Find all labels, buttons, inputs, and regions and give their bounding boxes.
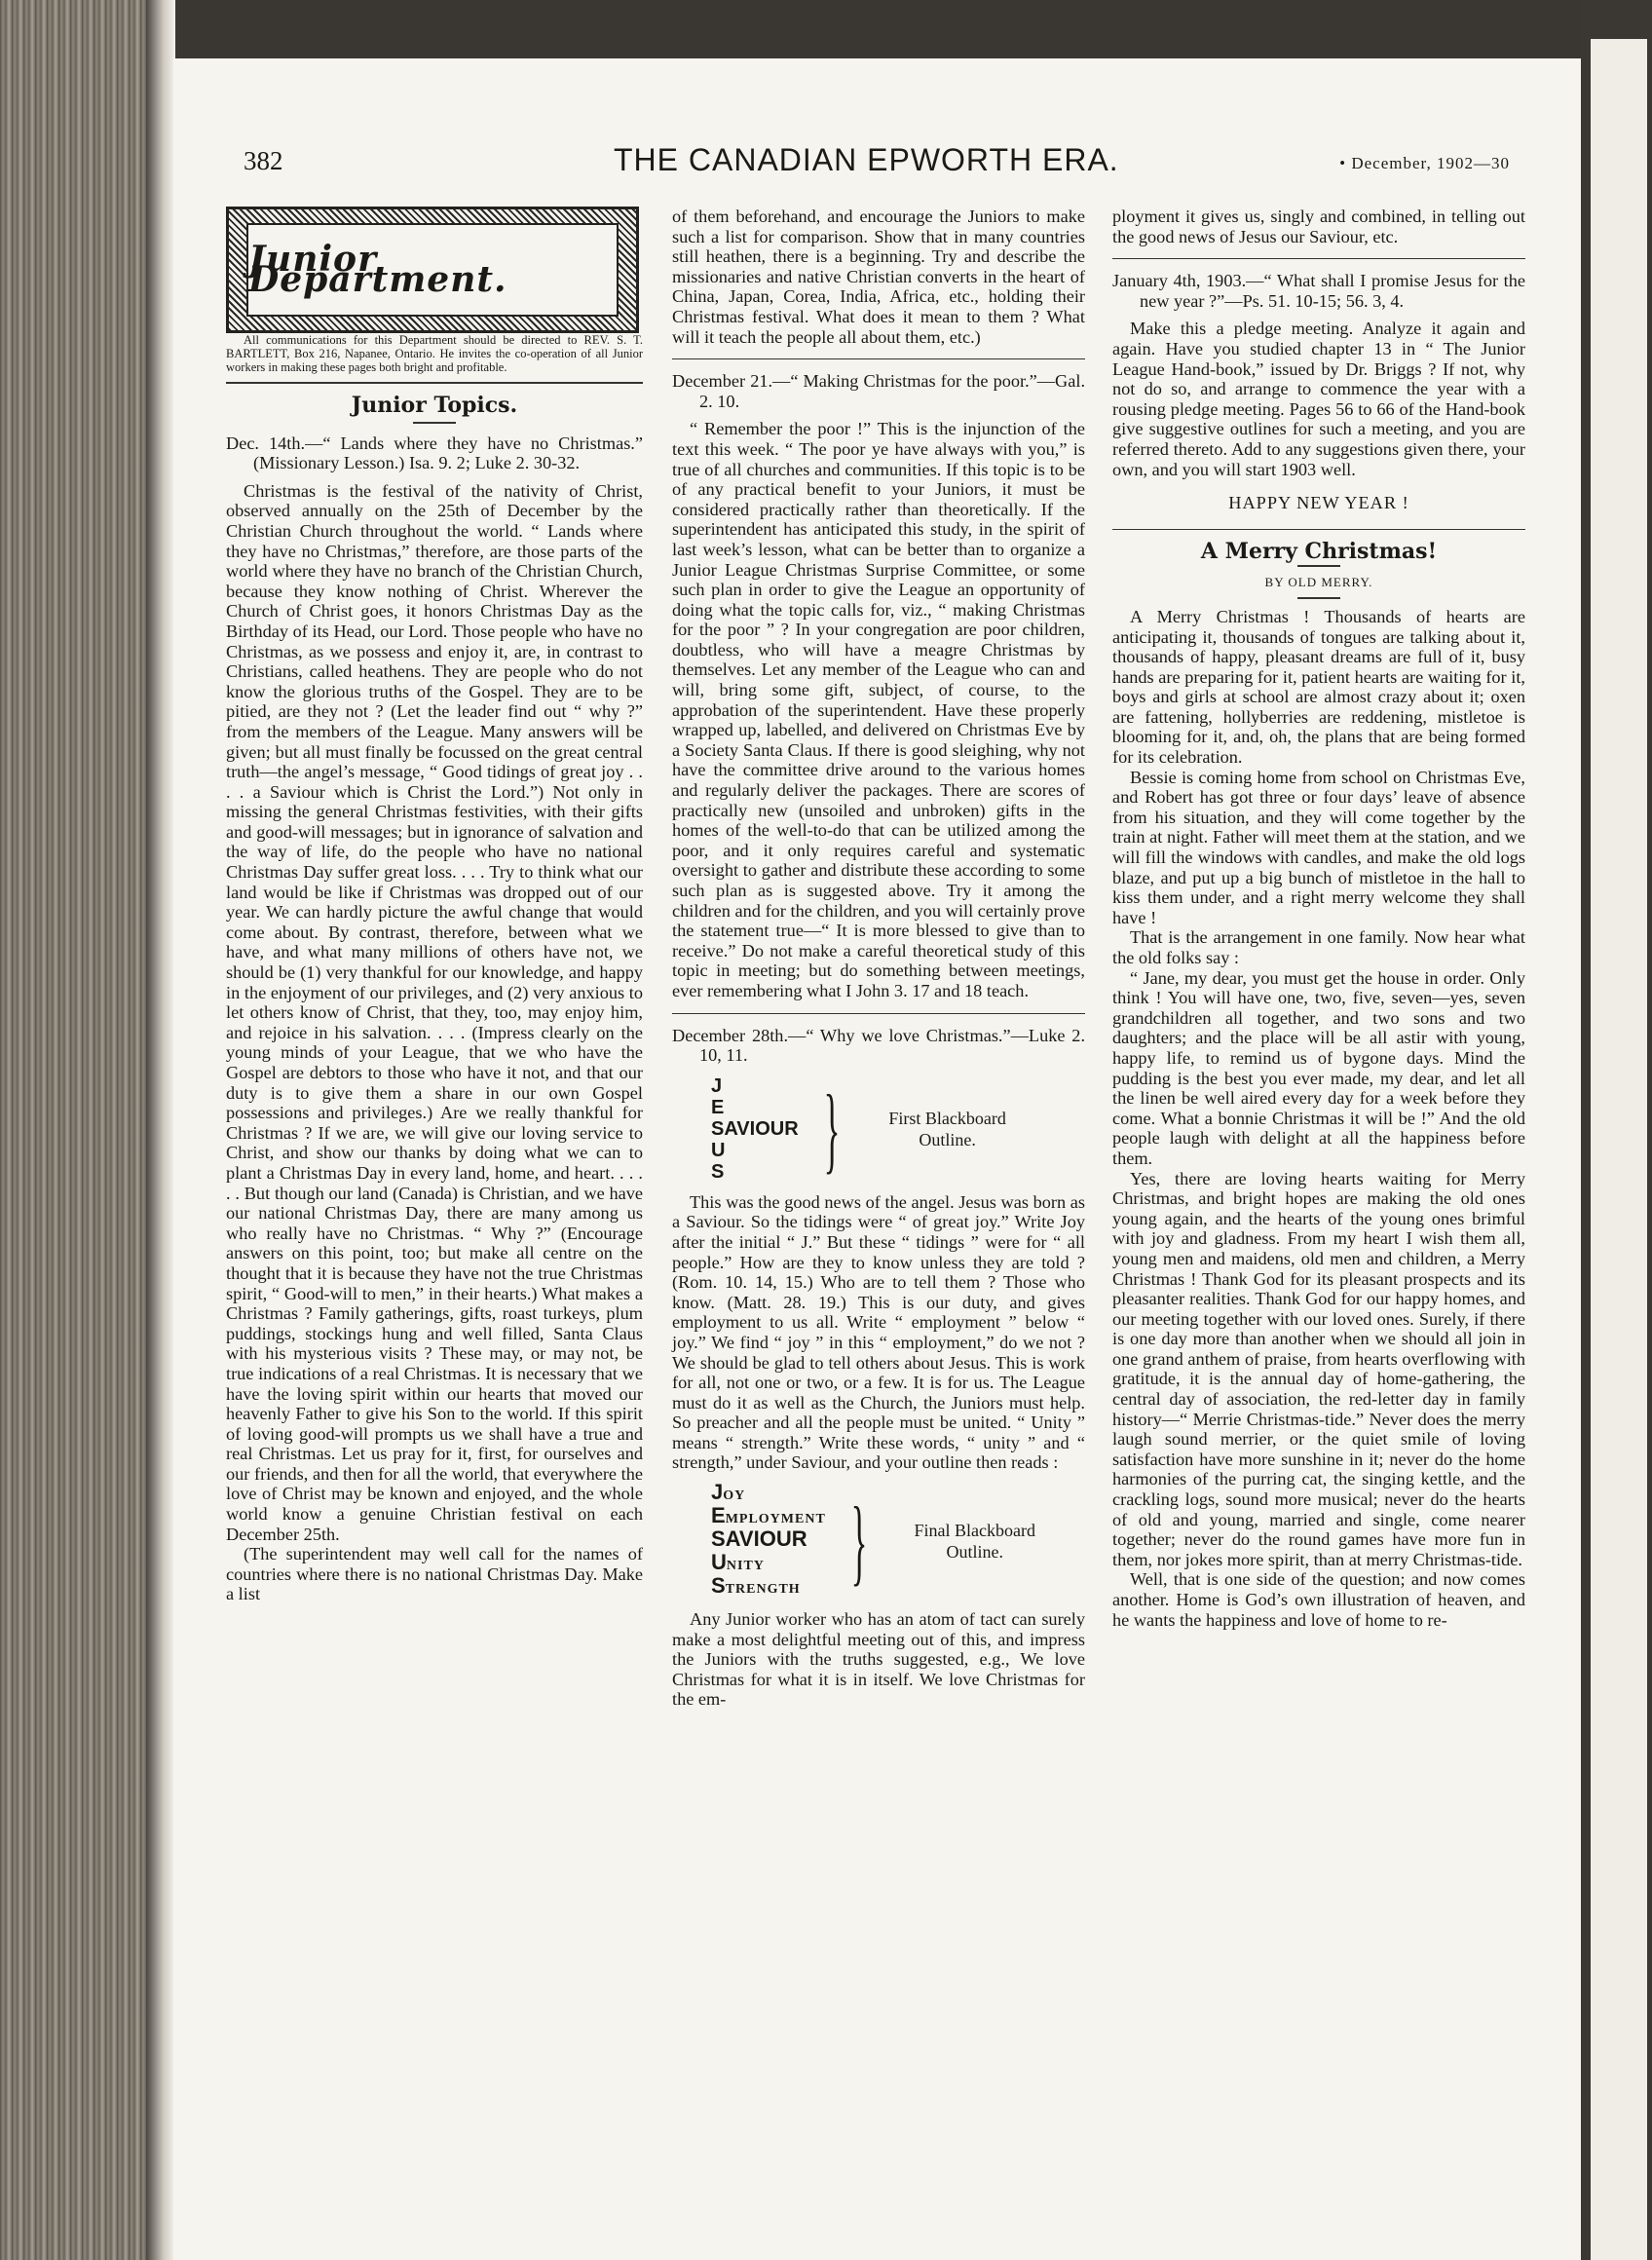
page-gutter [146,0,175,2260]
paragraph: Yes, there are loving hearts waiting for Merry Christmas, and bright hopes are making the old ones young again, and the hearts of the young ones brimful with joy and gladness. From my heart I wish them all, young men and maidens, old men and children, a Merry Christmas ! Thank God for its pleasant prospects and its pleasanter realities. Thank God for our happy homes, and our meeting together with our loved ones. Surely, if there is one day more than another when we should all join in one grand anthem of praise, from hearts overflowing with gratitude, it is the annual day of home-gathering, the central day of association, the red-letter day in family history—“ Merrie Christmas-tide.” Never does the merry laugh sound merrier, or the quiet smile of loving satisfaction have more sunshine in it; never do the home harmonies of the purring cat, the singing kettle, and the crackling logs, sound more musical; never do the hearts of old and young, married and single, come nearer together; never do the round games have more fun in them, nor jokes more spirit, than at merry Christmas-tide. [1112,1168,1525,1569]
paragraph: Bessie is coming home from school on Christmas Eve, and Robert has got three or four days’ leave of absence from his situation, and they will come together by the train at night. Father will meet them at the station, and we will fill the windows with candles, and make the old logs blaze, and put up a big bunch of mistletoe in the hall to kiss them under, and a right merry welcome they shall have ! [1112,767,1525,927]
divider [1297,565,1340,567]
paragraph: ployment it gives us, singly and combined, in telling out the good news of Jesus our Saviour, etc. [1112,207,1525,246]
scan-top-margin [151,0,1581,58]
topic-dec21: December 21.—“ Making Christmas for the poor.”—Gal. 2. 10. [672,371,1086,411]
article-byline: BY OLD MERRY. [1264,575,1373,590]
outline-label: First Blackboard Outline. [888,1108,1006,1149]
divider [672,358,1085,359]
divider [672,1013,1085,1014]
running-header [244,142,1510,185]
first-blackboard-outline [711,1075,1085,1183]
column-3 [1112,207,1525,1630]
paragraph: “ Jane, my dear, you must get the house in order. Only think ! You will have one, two, five, seven—yes, seven grandchildren all together, and two sons and two daughters; and the place will be all astir with young, happy life, to remind us of bygone days. Mind the pudding is the best you ever made, my dear, and let all the linen be well aired every day for a week before they come. What a bonnie Christmas it will be !” And the old people laugh with delight at all the happiness before them. [1112,967,1525,1168]
page-number: 382 [244,146,283,175]
paragraph: That is the arrangement in one family. Now hear what the old folks say : [1112,927,1525,967]
topic-dec14: Dec. 14th.—“ Lands where they have no Christmas.” (Missionary Lesson.) Isa. 9. 2; Luke 2. 30-32. [226,433,643,473]
happy-new-year: HAPPY NEW YEAR ! [1228,493,1409,513]
final-blackboard-outline [711,1480,1085,1600]
column-1 [226,207,643,1604]
paragraph: of them beforehand, and encourage the Juniors to make such a list for comparison. Show that in many countries still heathen, there is a beginning. Try and describe the missionaries and native Christian converts in the heart of China, Japan, Corea, India, Africa, etc., holding their Christmas festival. What does it mean to them ? What will it teach the people all about them, etc.) [672,207,1085,347]
book-binding-edge [0,0,151,2260]
topics-heading: Junior Topics. [351,393,518,418]
outline-label: Final Blackboard Outline. [914,1521,1036,1563]
next-page-edge [1581,0,1652,2260]
issue-date: • December, 1902—30 [1339,154,1510,172]
divider [1297,597,1340,599]
paragraph: Make this a pledge meeting. Analyze it again and again. Have you studied chapter 13 in “ The Junior League Hand-book,” issued by Dr. Briggs ? If not, why not do so, and arrange to commence the year with a rousing pledge meeting. Pages 56 to 66 of the Hand-book give suggestive outlines for such a meeting, and you are referred thereto. Add to any suggestions given there, your own, and you will start 1903 well. [1112,319,1525,479]
department-title: Junior Department. [248,239,507,300]
outline-letters: JOY EMPLOYMENT SAVIOUR UNITY STRENGTH [711,1480,826,1599]
journal-title: THE CANADIAN EPWORTH ERA. [614,142,1119,177]
divider [1112,529,1525,530]
divider [226,382,643,384]
topic-dec28: December 28th.—“ Why we love Christmas.”—Luke 2. 10, 11. [672,1025,1086,1066]
column-2 [672,207,1085,1710]
paragraph: A Merry Christmas ! Thousands of hearts are anticipating it, thousands of tongues are talking about it, thousands of happy, pleasant dreams are full of it, busy hands are preparing for it, patient hearts are waiting for it, boys and girls at school are almost crazy about it; oxen are fattening, hollyberries are reddening, mistletoe is blooming for it, and, oh, the plans that are being formed for its celebration. [1112,606,1525,768]
brace-icon: } [850,1487,868,1596]
department-notice: All communications for this Department should be directed to REV. S. T. BARTLETT, Box 216, Napanee, Ontario. He invites the co-operation of all Junior workers in making these pages both bright and profitable. [226,333,643,374]
paragraph: (The superintendent may well call for the names of countries where there is no national Christmas Day. Make a list [226,1544,643,1604]
paragraph: Any Junior worker who has an atom of tact can surely make a most delightful meeting out of this, and impress the Juniors with the truths suggested, e.g., We love Christmas for what it is in itself. We love Christmas for the em- [672,1609,1085,1710]
paragraph: This was the good news of the angel. Jesus was born as a Saviour. So the tidings were “ of great joy.” Write Joy after the initial “ J.” But these “ tidings ” were for “ all people.” How are they to know unless they are told ? (Rom. 10. 14, 15.) Who are to tell them ? Those who know. (Matt. 28. 19.) This is our duty, and gives employment to us all. Write “ employment ” below “ joy.” We find “ joy ” in this “ employment,” do we not ? We should be glad to tell others about Jesus. This is work for all, not one or two, or a few. It is for us. The League must do it as well as the Church, the Juniors must help. So preacher and all the people must be united. “ Unity ” means “ strength.” Write these words, “ unity ” and “ strength,” under Saviour, and your outline then reads : [672,1191,1085,1473]
article-title: A Merry Christmas! [1200,538,1438,564]
department-banner [226,207,639,333]
paragraph: “ Remember the poor !” This is the injunction of the text this week. “ The poor ye have always with you,” is true of all churches and communities. If this topic is to be of any practical benefit to your Juniors, it must be considered practically rather than theoretically. If the superintendent has anticipated this study, in the spirit of last week’s lesson, what can be better than to organize a Junior League Christmas Surprise Committee, or some such plan in order to give the League an opportunity of doing what the topic calls for, viz., “ making Christmas for the poor ” ? In your congregation are poor children, doubtless, who will have a meagre Christmas by themselves. Let any member of the League who can and will, bring some gift, subject, of course, to the approbation of the superintendent. Have these properly wrapped up, labelled, and delivered on Christmas Eve by a Society Santa Claus. If there is good sleighing, why not have the committee drive around to the various homes and regularly deliver the packages. There are scores of practically new (unsoiled and unbroken) gifts in the homes of the well-to-do that can be utilized among the poor, and it only requires careful and systematic oversight to gather and distribute these according to some such plan as is suggested above. Try it among the children and for the children, and you will certainly prove the statement true—“ It is more blessed to give than to receive.” Do not make a careful theoretical study of this topic in meeting; but do something between meetings, ever remembering what I John 3. 17 and 18 teach. [672,419,1085,1000]
topic-jan4: January 4th, 1903.—“ What shall I promise Jesus for the new year ?”—Ps. 51. 10-15; 56. 3, 4. [1112,271,1526,311]
paragraph: Well, that is one side of the question; and now comes another. Home is God’s own illustration of heaven, and he wants the happiness and love of home to re- [1112,1569,1525,1630]
divider [1112,258,1525,259]
brace-icon: } [823,1074,841,1183]
paragraph: Christmas is the festival of the nativity of Christ, observed annually on the 25th of December by the Christian Church throughout the world. “ Lands where they have no Christmas,” therefore, are those parts of the world where they have no branch of the Christian Church, because they know nothing of Christ. Wherever the Church of Christ goes, it honors Christmas Day as the Birthday of its Head, our Lord. Those people who have no Christmas, as we possess and enjoy it, are, in contrast to Christians, called heathens. They are people who do not know the glorious truths of the Gospel. They are to be pitied, are they not ? (Let the leader find out “ why ?” from the members of the League. Many answers will be given; but all must finally be focussed on the great central truth—the angel’s message, “ Good tidings of great joy . . . . a Saviour which is Christ the Lord.”) Not only in missing the general Christmas festivities, with their gifts and good-will messages; but in ignorance of salvation and the way of life, do the people who have no national Christmas Day suffer great loss. . . . Try to think what our land would be like if Christmas was dropped out of our year. We can hardly picture the awful change that would come about. By contrast, therefore, between what we have, and what many millions of others have not, we should be (1) very thankful for our knowledge, and happy in the enjoyment of our privileges, and (2) very anxious to let others know of Christ, that they, too, may enjoy him, and rejoice in his salvation. . . . (Impress clearly on the young minds of your League, that we who have the Gospel are debtors to those who have it not, and that our duty is to give them a share in our own Gospel possessions and privileges.) Are we really thankful for Christmas ? If we are, we will give our loving service to Christ, and show our thanks by doing what we can to plant a Christmas Day in every land, home, and heart. . . . . . But though our land (Canada) is Christian, and we have our national Christmas Day, there are many among us who really have no Christmas. “ Why ?” (Encourage answers on this point, too; but make all centre on the thought that it is because they have not the true Christmas spirit, “ Good-will to men,” in their hearts.) What makes a Christmas ? Family gatherings, gifts, roast turkeys, plum puddings, stockings hung and well filled, Santa Claus with his mysterious visits ? These may, or may not, be true indications of a real Christmas. It is necessary that we have the loving spirit within our hearts that moved our heavenly Father to give his Son to the world. If this spirit of loving good-will prompts us we shall have a true and real Christmas. Let us pray for it, first, for ourselves and our friends, and then for all the world, that everywhere the love of Christ may be known and enjoyed, and the whole world know a genuine Christian festival on each December 25th. [226,480,643,1544]
outline-letters: J E SAVIOUR U S [711,1074,799,1183]
divider [413,422,456,424]
